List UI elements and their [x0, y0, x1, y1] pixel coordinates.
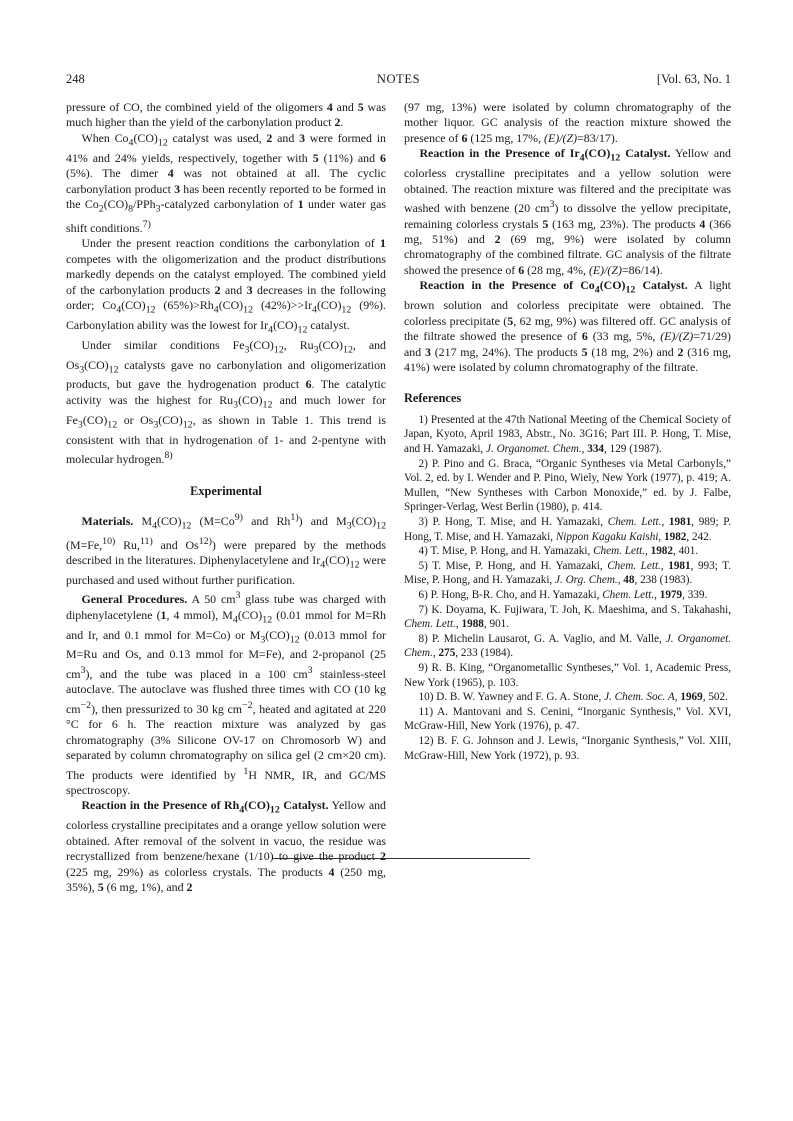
- paragraph-co-reaction: Reaction in the Presence of $Co_4(CO)_{12}$ Catalyst. A light brown solution and colorless precipitate were obtained. The colorless precipitate (5, 62 mg, 9%) was filtered off. GC analysis of the filtrate showed the presence of 6 (33 mg, 5%, (E)/(Z)=71/29) and 3 (217 mg, 24%). The products 5 (18 mg, 2%) and 2 (316 mg, 41%) were isolated by column chromatography of the filtrate.: [404, 278, 731, 374]
- paragraph: When $Co_4(CO)_{12}$ catalyst was used, 2 and 3 were formed in 41% and 24% yields, respectively, together with 5 (11%) and 6 (5%). The dimer 4 was not obtained at all. The cyclic carbonylation product 3 has been recently reported to be formed in the $Co_2(CO)_8/PPh_3$-catalyzed carbonylation of 1 under water gas shift conditions.$^{7)}$: [66, 130, 386, 235]
- reference-item: 4) T. Mise, P. Hong, and H. Yamazaki, Chem. Lett., 1982, 401.: [418, 545, 699, 558]
- reference-item: 2) P. Pino and G. Braca, “Organic Syntheses via Metal Carbonyls,” Vol. 2, ed. by I. Wender and P. Pino, Wiely, New York (1977), p. 419; A. Mullen, “New Syntheses with Carbon Monoxide,” ed. by J. Falbe, Springer-Verlag, West Berlin (1980), p. 414.: [404, 457, 731, 514]
- page-number: 248: [66, 72, 85, 86]
- running-header: [66, 72, 731, 90]
- right-column: [404, 100, 731, 763]
- paragraph-ir-reaction: Reaction in the Presence of $Ir_4(CO)_{12}$ Catalyst. Yellow and colorless crystalline precipitates and a yellow solution were obtained. The reaction mixture was filtered and the precipitate was washed with benzene (20 $cm^3$) to dissolve the yellow precipitate, remaining colorless crystals 5 (163 mg, 23%). The products 4 (366 mg, 51%) and 2 (69 mg, 9%) were isolated by column chromatography of the combined filtrate. GC analysis of the filtrate showed the presence of 6 (28 mg, 4%, (E)/(Z)=86/14).: [404, 146, 731, 277]
- reference-item: 8) P. Michelin Lausarot, G. A. Vaglio, and M. Valle, J. Organomet. Chem., 275, 233 (1984).: [404, 632, 731, 660]
- running-title: NOTES: [376, 72, 421, 86]
- section-heading-experimental: Experimental: [190, 484, 262, 499]
- reference-item: 10) D. B. W. Yawney and F. G. A. Stone, J. Chem. Soc. A, 1969, 502.: [418, 691, 728, 704]
- reference-item: 3) P. Hong, T. Mise, and H. Yamazaki, Chem. Lett., 1981, 989; P. Hong, T. Mise, and H. Yamazaki, Nippon Kagaku Kaishi, 1982, 242.: [404, 516, 732, 543]
- left-column: [66, 100, 386, 896]
- end-rule: [272, 858, 530, 859]
- reference-item: 11) A. Mantovani and S. Cenini, “Inorganic Synthesis,” Vol. XVI, McGraw-Hill, New York (1976), p. 47.: [404, 705, 731, 733]
- section-heading-references: References: [404, 391, 462, 406]
- reference-item: 7) K. Doyama, K. Fujiwara, T. Joh, K. Maeshima, and S. Takahashi, Chem. Lett., 1988, 901.: [404, 603, 731, 631]
- paragraph: pressure of CO, the combined yield of the oligomers 4 and 5 was much higher than the yield of the carbonylation product 2.: [66, 100, 386, 130]
- reference-list: [404, 413, 731, 763]
- paragraph: (97 mg, 13%) were isolated by column chromatography of the mother liquor. GC analysis of the reaction mixture showed the presence of 6 (125 mg, 17%, (E)/(Z)=83/17).: [404, 100, 731, 145]
- paragraph: Under the present reaction conditions the carbonylation of 1 competes with the oligomerization and the product distributions markedly depends on the catalyst employed. The combined yield of the carbonylation products 2 and 3 decreases in the following order; $Co_4(CO)_{12}$ $(65\%)>Rh_4(CO)_{12}$ $(42\%)>>Ir_4(CO)_{12}$ (9%). Carbonylation ability was the lowest for $Ir_4(CO)_{12}$ catalyst.: [66, 236, 386, 336]
- volume-issue: [Vol. 63, No. 1: [656, 72, 731, 86]
- paragraph-general-procedures: General Procedures. A 50 $cm^3$ glass tube was charged with diphenylacetylene (1, 4 mmol), $M_4(CO)_{12}$ (0.01 mmol for M=Rh and Ir, and 0.1 mmol for M=Co) or $M_3(CO)_{12}$ (0.013 mmol for M=Ru and Os, and 0.13 mmol for M=Fe), and 2-propanol (25 $cm^3$), and the tube was placed in a 100 $cm^3$ stainless-steel autoclave. The autoclave was flushed three times with CO (10 kg $cm^{-2}$), then pressurized to 30 kg $cm^{-2}$, heated and agitated at 220 °C for 6 h. The reaction mixture was analyzed by gas chromatography (3% Silicone OV-17 on Chromosorb W) and separated by column chromatography on silica gel (2 cm×20 cm). The products were identified by $^1$H NMR, IR, and GC/MS spectroscopy.: [66, 590, 386, 798]
- reference-item: 5) T. Mise, P. Hong, and H. Yamazaki, Chem. Lett., 1981, 993; T. Mise, P. Hong, and H. Yamazaki, J. Org. Chem., 48, 238 (1983).: [404, 559, 731, 587]
- paragraph-rh-reaction: Reaction in the Presence of $Rh_4(CO)_{12}$ Catalyst. Yellow and colorless crystalline precipitates and a orange yellow solution were obtained. After removal of the solvent in vacuo, the residue was recrystallized from benzene/hexane (1/10) to give the product 2 (225 mg, 29%) as colorless crystals. The products 4 (250 mg, 35%), 5 (6 mg, 1%), and 2: [66, 798, 386, 895]
- paragraph: Under similar conditions $Fe_3(CO)_{12}$, $Ru_3(CO)_{12}$, and $Os_3(CO)_{12}$ catalysts gave no carbonylation and oligomerization products, but gave the hydrogenation product 6. The catalytic activity was the highest for $Ru_3(CO)_{12}$ and much lower for $Fe_3(CO)_{12}$ or $Os_3(CO)_{12}$, as shown in Table 1. This trend is consistent with that in hydrogenation of 1- and 2-pentyne with molecular hydrogen.$^{8)}$: [66, 337, 386, 466]
- reference-item: 1) Presented at the 47th National Meeting of the Chemical Society of Japan, Kyoto, April 1983, Abstr., No. 3G16; Part III. P. Hong, T. Mise, and H. Yamazaki, J. Organomet. Chem., 334, 129 (1987).: [404, 413, 731, 456]
- reference-item: 6) P. Hong, B-R. Cho, and H. Yamazaki, Chem. Lett., 1979, 339.: [418, 589, 708, 601]
- paragraph-materials: Materials. $M_4(CO)_{12}$ ($M=Co^{9)}$ and Rh$^{1)}$) and $M_3(CO)_{12}$ (M=Fe,$^{10)}$ Ru,$^{11)}$ and Os$^{12)}$) were prepared by the methods described in the literatures. Diphenylacetylene and $Ir_4(CO)_{12}$ were purchased and used without further purification.: [66, 511, 387, 587]
- reference-item: 12) B. F. G. Johnson and J. Lewis, “Inorganic Synthesis,” Vol. XIII, McGraw-Hill, New York (1972), p. 93.: [404, 734, 731, 762]
- reference-item: 9) R. B. King, “Organometallic Syntheses,” Vol. 1, Academic Press, New York (1965), p. 103.: [404, 661, 731, 689]
